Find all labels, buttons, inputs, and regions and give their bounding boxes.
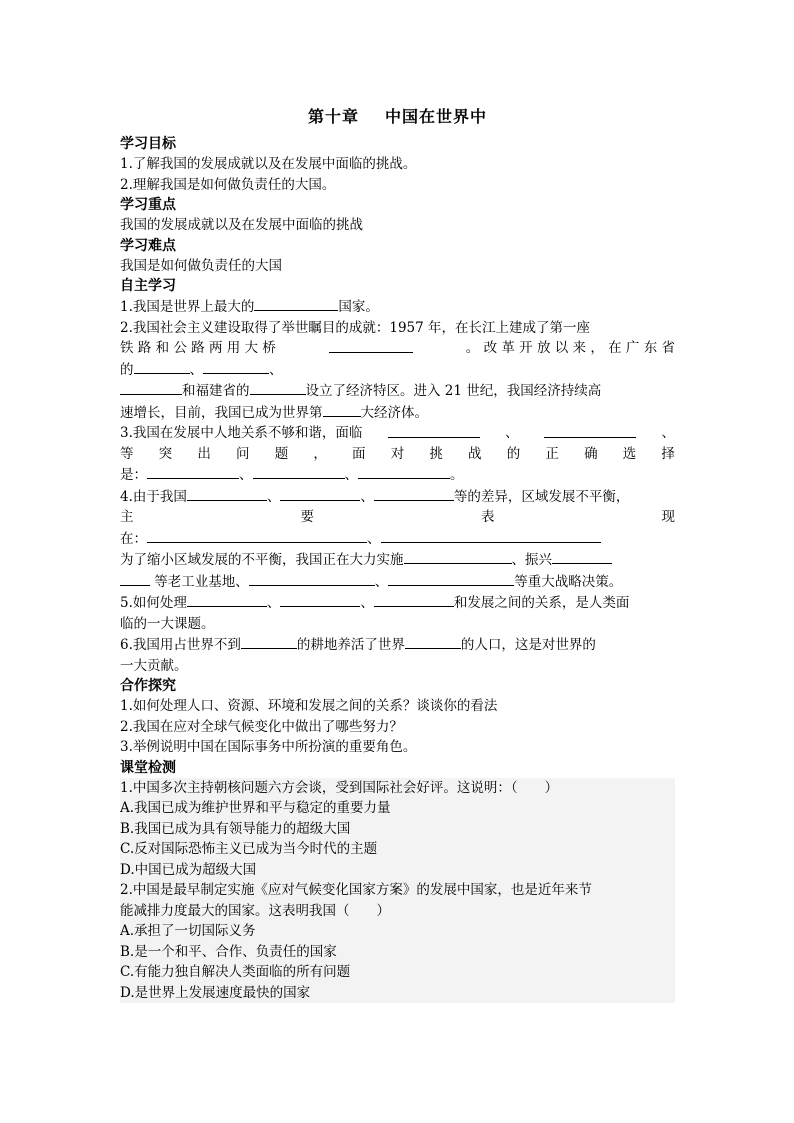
fill-blank[interactable] — [552, 549, 612, 564]
question-3-line: 3.我国在发展中人地关系不够和谐，面临 、 、 — [120, 425, 675, 441]
question-3-line: 等 突 出 问 题 ， 面 对 挑 战 的 正 确 选 择 — [120, 445, 675, 462]
cooperation-item: 3.举例说明中国在国际事务中所扮演的重要角色。 — [120, 739, 417, 755]
question-4-line: 主 要 表 现 — [120, 509, 675, 525]
fill-blank[interactable] — [381, 528, 601, 543]
test-option: D.是世界上发展速度最快的国家 — [120, 984, 311, 1001]
question-6-line: 6.我国用占世界不到 的耕地养活了世界 的人口，这是对世界的 — [120, 634, 675, 656]
section-heading-goals: 学习目标 — [120, 136, 176, 152]
fill-blank[interactable] — [329, 338, 413, 353]
fill-blank[interactable] — [254, 296, 338, 311]
question-4-line: 为了缩小区域发展的不平衡，我国正在大力实施 、振兴 — [120, 549, 675, 571]
question-2-line: 铁 路 和 公 路 两 用 大 桥 。 改 革 开 放 以 来 ， 在 广 东 省 — [120, 340, 675, 356]
fill-blank[interactable] — [187, 592, 267, 607]
cooperation-item: 2.我国在应对全球气候变化中做出了哪些努力？ — [120, 718, 403, 735]
fill-blank[interactable] — [280, 592, 360, 607]
chapter-number: 第十章 — [307, 107, 359, 126]
goal-item: 1.了解我国的发展成就以及在发展中面临的挑战。 — [120, 156, 417, 172]
fill-blank[interactable] — [544, 423, 636, 438]
fill-blank[interactable] — [134, 359, 190, 374]
fill-blank[interactable] — [388, 423, 480, 438]
fill-blank[interactable] — [120, 380, 182, 395]
page-title — [120, 104, 675, 130]
fill-blank[interactable] — [405, 634, 461, 649]
fill-blank[interactable] — [374, 592, 454, 607]
question-1: 1.我国是世界上最大的 国家。 — [120, 296, 675, 318]
key-point-text: 我国的发展成就以及在发展中面临的挑战 — [120, 217, 363, 233]
question-5-line: 临的一大课题。 — [120, 615, 215, 632]
section-heading-key: 学习重点 — [120, 197, 176, 213]
test-option: C.反对国际恐怖主义已成为当今时代的主题 — [120, 841, 378, 857]
question-4-line: 等老工业基地、 、 等重大战略决策。 — [120, 571, 675, 593]
section-heading-cooperation: 合作探究 — [120, 678, 176, 694]
fill-blank[interactable] — [241, 634, 297, 649]
fill-blank[interactable] — [323, 402, 361, 417]
test-block — [120, 778, 675, 1004]
fill-blank[interactable] — [147, 464, 239, 479]
section-heading-self-study: 自主学习 — [120, 278, 176, 294]
fill-blank[interactable] — [374, 486, 454, 501]
question-2-line: 速增长，目前，我国已成为世界第 大经济体。 — [120, 402, 675, 424]
fill-blank[interactable] — [120, 571, 150, 586]
fill-blank[interactable] — [147, 528, 367, 543]
test-option: A.承担了一切国际义务 — [120, 923, 256, 939]
question-5-line: 5.如何处理 、 、 和发展之间的关系，是人类面 — [120, 592, 675, 614]
cooperation-item: 1.如何处理人口、资源、环境和发展之间的关系？谈谈你的看法 — [120, 698, 498, 714]
question-2-line: 的 、 、 — [120, 359, 675, 381]
fill-blank[interactable] — [187, 486, 267, 501]
test-option: B.我国已成为具有领导能力的超级大国 — [120, 820, 351, 837]
question-2-line: 和福建省的 设立了经济特区。进入 21 世纪，我国经济持续高 — [120, 380, 675, 402]
section-heading-test: 课堂检测 — [120, 759, 176, 776]
goal-item: 2.理解我国是如何做负责任的大国。 — [120, 176, 336, 193]
fill-blank[interactable] — [280, 486, 360, 501]
difficulty-text: 我国是如何做负责任的大国 — [120, 257, 282, 274]
test-question: 2.中国是最早制定实施《应对气候变化国家方案》的发展中国家，也是近年来节 — [120, 882, 592, 898]
test-question: 1.中国多次主持朝核问题六方会谈，受到国际社会好评。这说明：（ ） — [120, 779, 559, 796]
question-6-line: 一大贡献。 — [120, 657, 188, 674]
question-4-line: 在： 、 — [120, 528, 675, 550]
question-4-line: 4.由于我国 、 、 等的差异，区域发展不平衡， — [120, 486, 675, 508]
worksheet-page — [120, 104, 675, 1003]
fill-blank[interactable] — [203, 359, 269, 374]
fill-blank[interactable] — [388, 571, 514, 586]
test-option: C.有能力独自解决人类面临的所有问题 — [120, 964, 351, 980]
fill-blank[interactable] — [253, 464, 345, 479]
section-heading-difficulty: 学习难点 — [120, 237, 176, 254]
fill-blank[interactable] — [250, 380, 306, 395]
question-3-line: 是： 、 、 。 — [120, 464, 675, 486]
fill-blank[interactable] — [358, 464, 450, 479]
test-option: A.我国已成为维护世界和平与稳定的重要力量 — [120, 800, 391, 816]
fill-blank[interactable] — [404, 549, 512, 564]
test-option: D.中国已成为超级大国 — [120, 861, 257, 878]
fill-blank[interactable] — [249, 571, 375, 586]
question-2-line: 2.我国社会主义建设取得了举世瞩目的成就：1957 年，在长江上建成了第一座 — [120, 319, 591, 336]
test-option: B.是一个和平、合作、负责任的国家 — [120, 943, 337, 960]
test-question: 能减排力度最大的国家。这表明我国（ ） — [120, 902, 390, 919]
chapter-name: 中国在世界中 — [385, 107, 488, 126]
